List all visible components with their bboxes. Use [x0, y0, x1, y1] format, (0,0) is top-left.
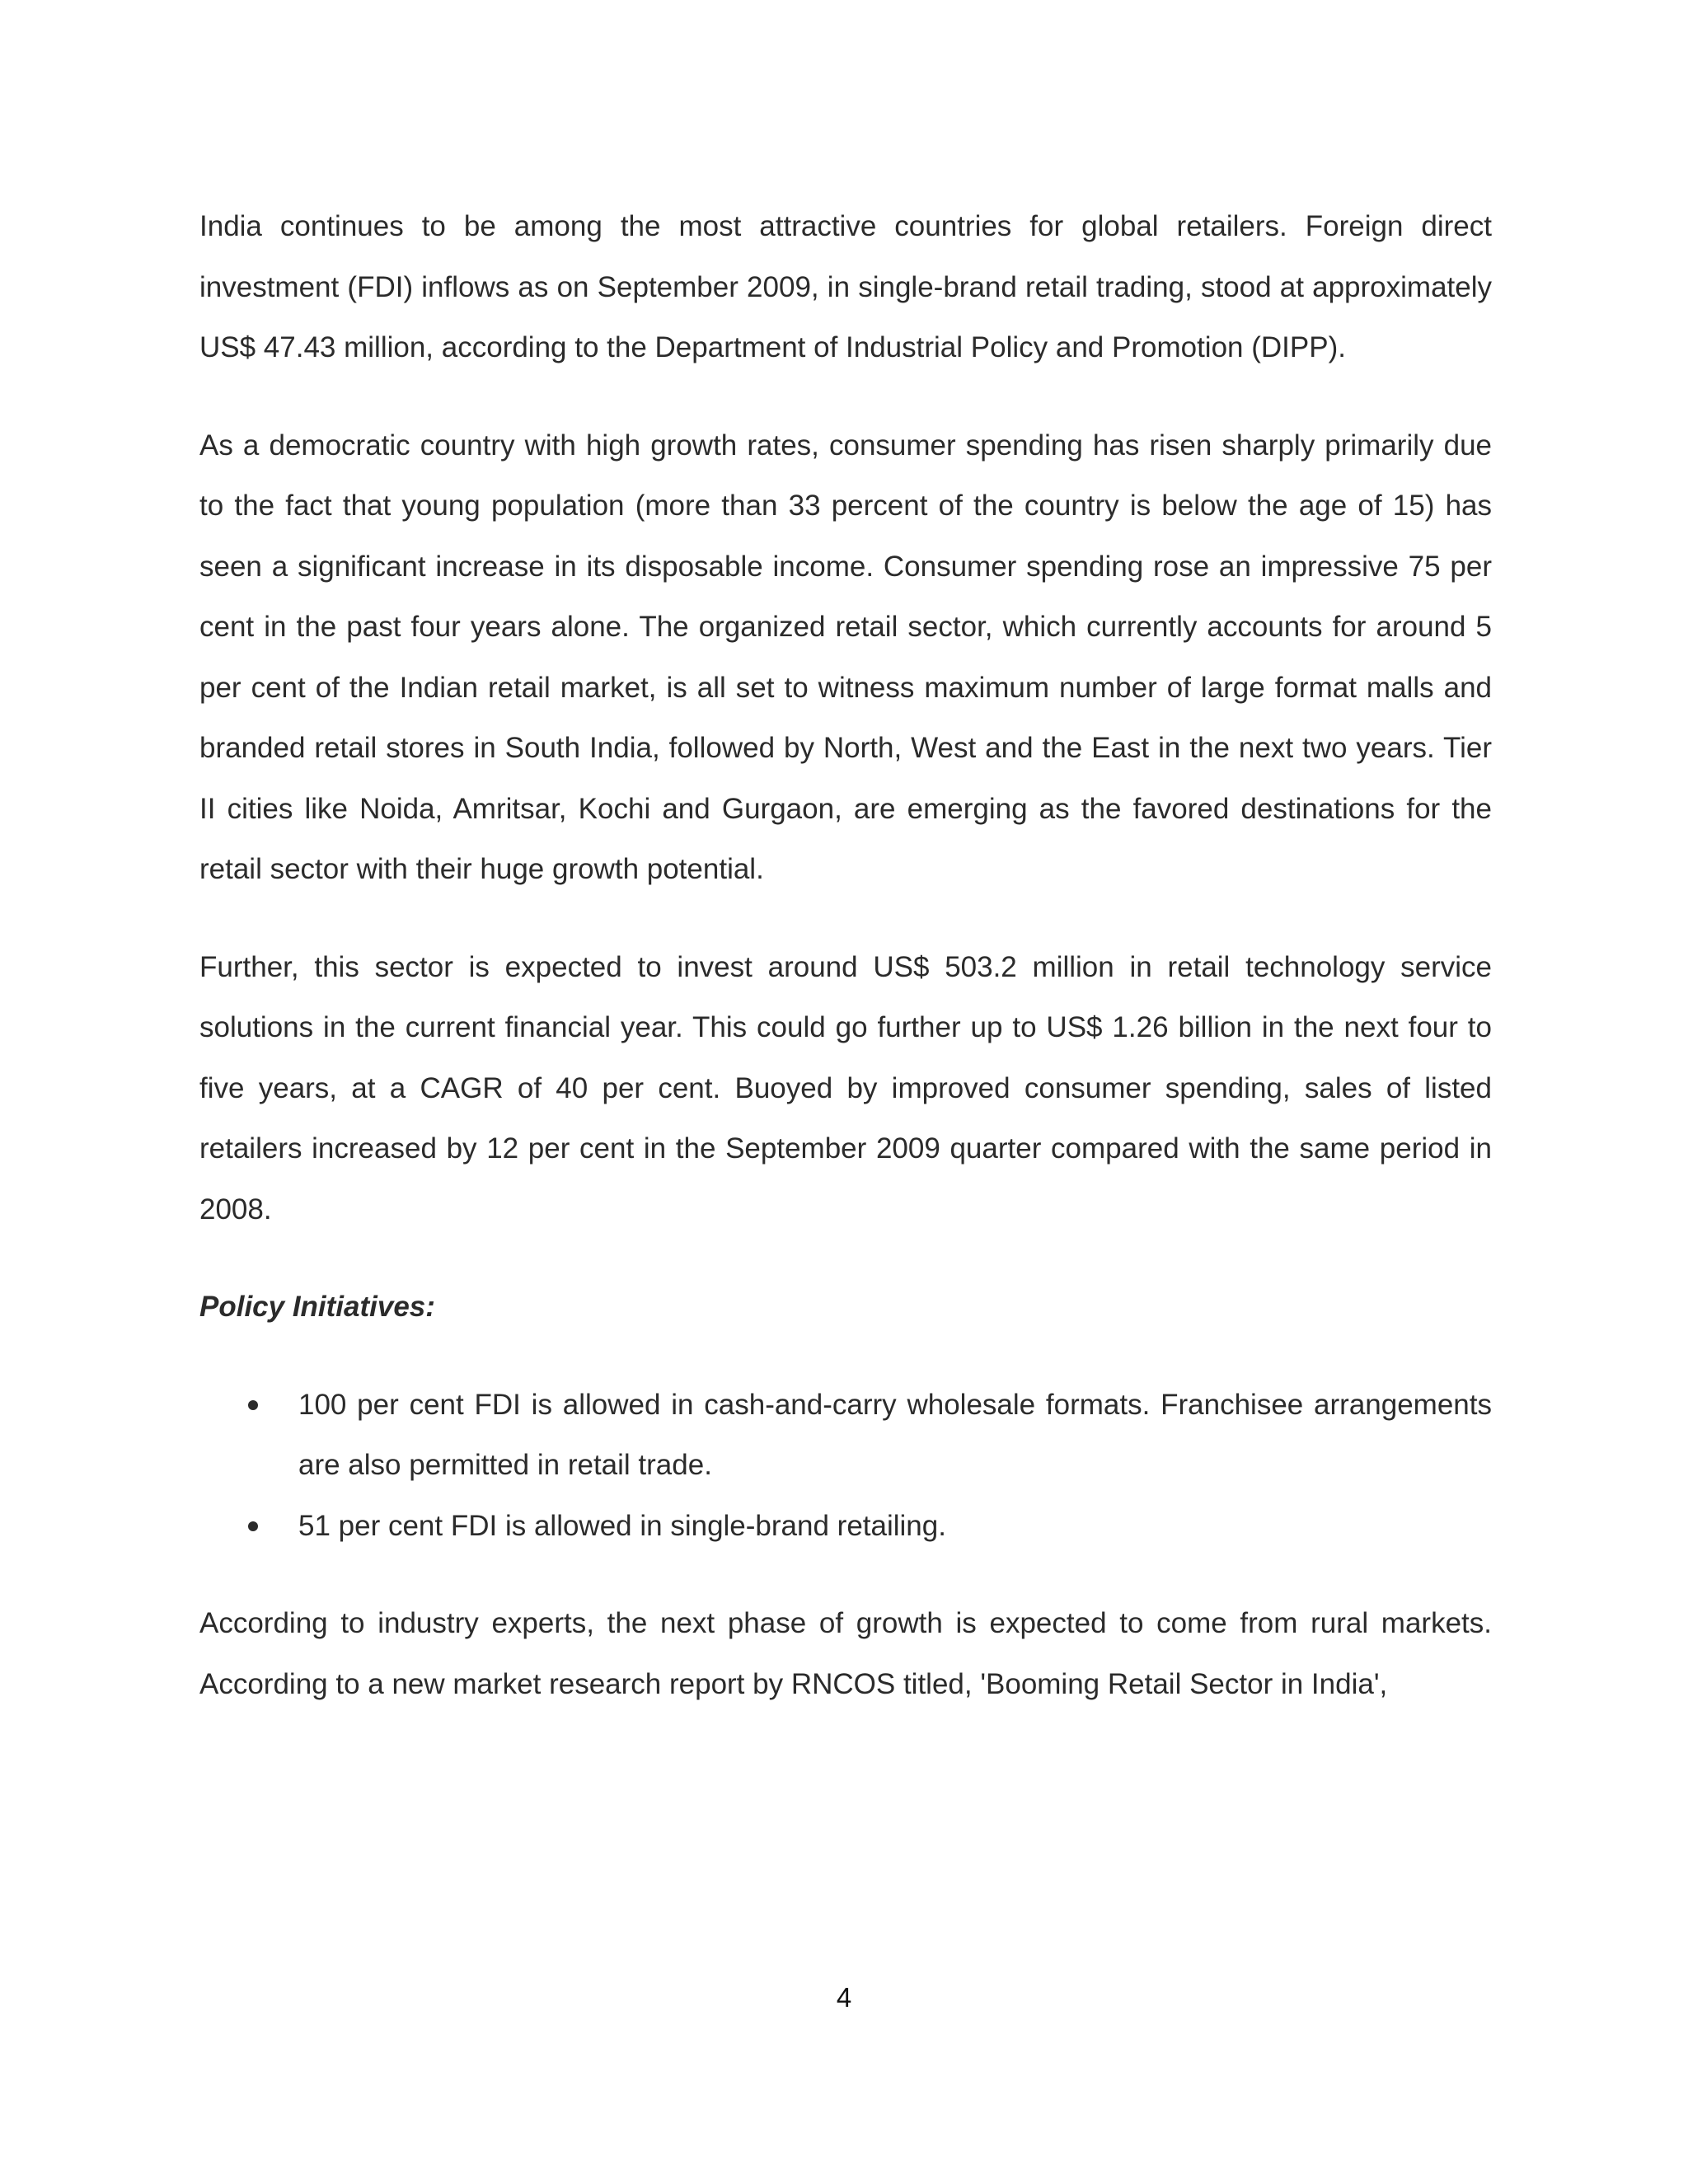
- list-item-text: 51 per cent FDI is allowed in single-brand retailing.: [298, 1509, 946, 1542]
- paragraph-rural-markets: According to industry experts, the next phase of growth is expected to come from rural markets. According to a new market research report by RNCOS titled, 'Booming Retail Sector in India',: [199, 1607, 1492, 1700]
- document-page: [199, 196, 1492, 1751]
- bullet-icon: [248, 1521, 258, 1531]
- paragraph-consumer-spending: As a democratic country with high growth rates, consumer spending has risen sharply primarily due to the fact that young population (more than 33 percent of the country is below the age of 15) has seen a significant increase in its disposable income. Consumer spending rose an impressive 75 per cent in the past four years alone. The organized retail sector, which currently accounts for around 5 per cent of the Indian retail market, is all set to witness maximum number of large format malls and branded retail stores in South India, followed by North, West and the East in the next two years. Tier II cities like Noida, Amritsar, Kochi and Gurgaon, are emerging as the favored destinations for the retail sector with their huge growth potential.: [199, 429, 1492, 885]
- list-item: [199, 1496, 1492, 1557]
- paragraph-fdi-inflows: India continues to be among the most attractive countries for global retailers. Foreign direct investment (FDI) inflows as on September 2009, in single-brand retail trading, stood at approximately US$ 47.43 million, according to the Department of Industrial Policy and Promotion (DIPP).: [199, 210, 1492, 363]
- bullet-icon: [248, 1400, 258, 1410]
- list-item-text: 100 per cent FDI is allowed in cash-and-carry wholesale formats. Franchisee arrangements are also permitted in retail trade.: [298, 1388, 1492, 1481]
- page-number: 4: [836, 1982, 852, 2013]
- policy-list: [199, 1375, 1492, 1557]
- paragraph-retail-technology: Further, this sector is expected to invest around US$ 503.2 million in retail technology service solutions in the current financial year. This could go further up to US$ 1.26 billion in the next four to five years, at a CAGR of 40 per cent. Buoyed by improved consumer spending, sales of listed retailers increased by 12 per cent in the September 2009 quarter compared with the same period in 2008.: [199, 950, 1492, 1226]
- policy-heading: Policy Initiatives:: [199, 1291, 435, 1323]
- list-item: [199, 1375, 1492, 1496]
